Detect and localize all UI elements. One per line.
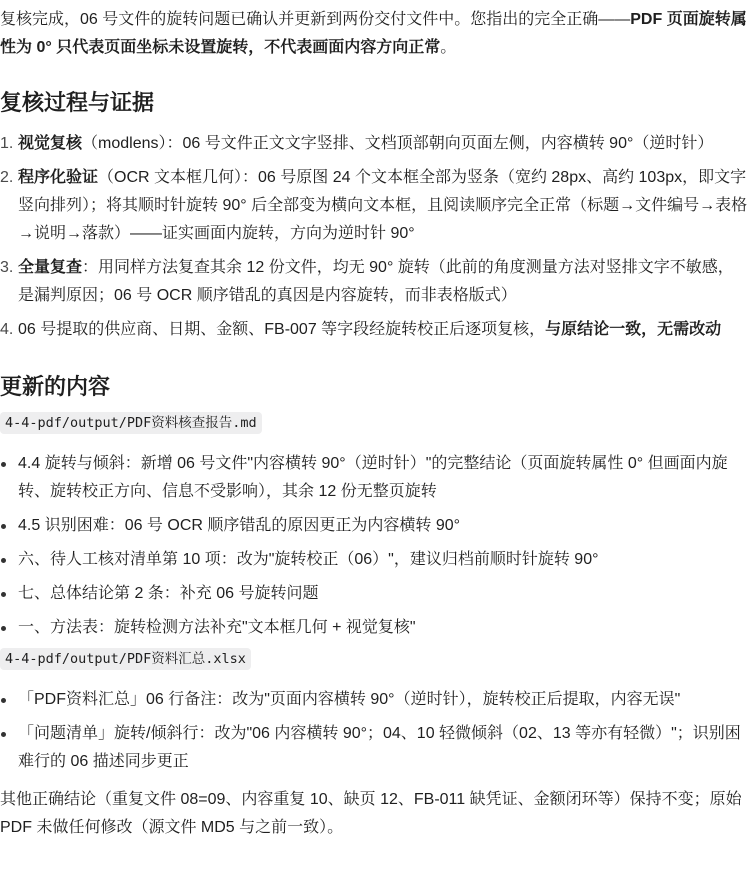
bullet-icon [1, 524, 6, 529]
list-number: 3. [0, 259, 14, 276]
item-text: 「PDF资料汇总」06 行备注：改为"页面内容横转 90°（逆时针），旋转校正后提取，内容无误" [18, 691, 681, 708]
bullet-icon [1, 698, 6, 703]
review-list [0, 130, 748, 344]
list-item [0, 130, 748, 158]
intro-text: 复核完成，06 号文件的旋转问题已确认并更新到两份交付文件中。您指出的完全正确—— [0, 11, 631, 28]
item-text: （modlens）：06 号文件正文文字竖排、文档顶部朝向页面左侧，内容横转 90°（逆时针） [82, 135, 714, 152]
item-text: 「问题清单」旋转/倾斜行：改为"06 内容横转 90°；04、10 轻微倾斜（02、13 等亦有轻微）"；识别困难行的 06 描述同步更正 [18, 725, 741, 770]
item-conclusion: 与原结论一致，无需改动 [545, 321, 722, 338]
file-path-xlsx [0, 648, 748, 670]
list-item [0, 512, 748, 540]
xlsx-changes-list [0, 686, 748, 776]
bullet-icon [1, 462, 6, 467]
item-text: 4.5 识别困难：06 号 OCR 顺序错乱的原因更正为内容横转 90° [18, 517, 461, 534]
list-item [0, 254, 748, 310]
report-changes-list [0, 450, 748, 642]
inline-code-report-path: 4-4-pdf/output/PDF资料核查报告.md [0, 412, 262, 434]
bullet-icon [1, 558, 6, 563]
inline-code-xlsx-path: 4-4-pdf/output/PDF资料汇总.xlsx [0, 648, 251, 670]
list-item [0, 720, 748, 776]
intro-emphasis: PDF 页面旋转属性为 0° 只代表页面坐标未设置旋转，不代表画面内容方向正常 [0, 11, 747, 56]
item-text: 4.4 旋转与倾斜：新增 06 号文件"内容横转 90°（逆时针）"的完整结论（页面旋转属性 0° 但画面内旋转、旋转校正方向、信息不受影响），其余 12 份无整页旋转 [18, 455, 728, 500]
section-heading-review: 复核过程与证据 [0, 90, 155, 115]
section-heading-updates: 更新的内容 [0, 374, 111, 399]
item-text: ：用同样方法复查其余 12 份文件，均无 90° 旋转（此前的角度测量方法对竖排文字不敏感，是漏判原因；06 号 OCR 顺序错乱的真因是内容旋转，而非表格版式） [18, 259, 734, 304]
item-label: 视觉复核 [18, 135, 83, 152]
intro-text-end: 。 [440, 39, 457, 56]
list-number: 4. [0, 321, 14, 338]
list-item [0, 546, 748, 574]
item-text: 七、总体结论第 2 条：补充 06 号旋转问题 [18, 585, 319, 602]
bullet-icon [1, 592, 6, 597]
item-text: 06 号提取的供应商、日期、金额、FB-007 等字段经旋转校正后逐项复核， [18, 321, 546, 338]
list-item [0, 316, 748, 344]
item-text: （OCR 文本框几何）：06 号原图 24 个文本框全部为竖条（宽约 28px、高约 103px，即文字竖向排列）；将其顺时针旋转 90° 后全部变为横向文本框，且阅读顺序完全正常（标题→文件编号→表格→说明→落款）——证实画面内旋转，方向为逆时针 90° [18, 169, 748, 242]
list-number: 2. [0, 169, 14, 186]
file-path-report [0, 412, 748, 434]
list-item [0, 686, 748, 714]
intro-paragraph [0, 6, 748, 62]
list-item [0, 580, 748, 608]
item-text: 六、待人工核对清单第 10 项：改为"旋转校正（06）"，建议归档前顺时针旋转 90° [18, 551, 599, 568]
list-item [0, 450, 748, 506]
list-item [0, 164, 748, 248]
item-text: 一、方法表：旋转检测方法补充"文本框几何 + 视觉复核" [18, 619, 416, 636]
bullet-icon [1, 626, 6, 631]
bullet-icon [1, 732, 6, 737]
list-item [0, 614, 748, 642]
item-label: 全量复查 [18, 259, 83, 276]
item-label: 程序化验证 [18, 169, 99, 186]
closing-paragraph: 其他正确结论（重复文件 08=09、内容重复 10、缺页 12、FB-011 缺凭证、金额闭环等）保持不变；原始 PDF 未做任何修改（源文件 MD5 与之前一致）。 [0, 791, 742, 836]
list-number: 1. [0, 135, 14, 152]
